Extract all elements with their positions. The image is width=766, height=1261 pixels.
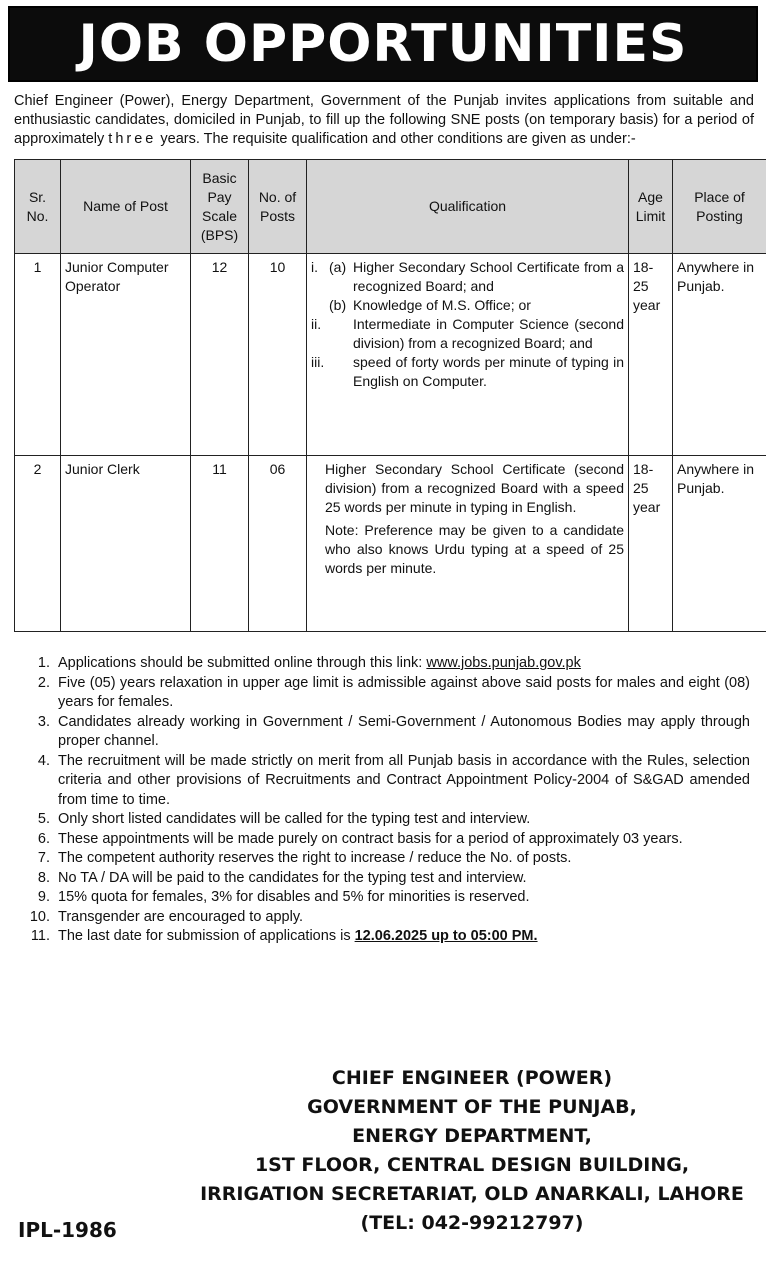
qual-item [311, 315, 624, 353]
qual-num: iii. [311, 354, 325, 370]
row2-bps: 11 [191, 456, 249, 632]
term-5: Only short listed candidates will be called for the typing test and interview. [58, 811, 531, 827]
row2-sr: 2 [15, 456, 61, 632]
signature-line-4: 1ST FLOOR, CENTRAL DESIGN BUILDING, [254, 1154, 690, 1176]
header-age-limit: Age Limit [629, 160, 673, 254]
qual-item [311, 296, 624, 315]
row2-qual-text: Higher Secondary School Certificate (second division) from a recognized Board with a speed 25 words per minute in typing in English. [325, 461, 624, 515]
ipl-code: IPL-1986 [18, 1218, 117, 1242]
qual-sub: (b) [329, 297, 347, 313]
term-2: Five (05) years relaxation in upper age limit is admissible against above said posts for males and eight (08) years for females. [58, 674, 750, 710]
row1-sr: 1 [15, 254, 61, 456]
header-qualification: Qualification [307, 160, 629, 254]
last-date: 12.06.2025 up to 05:00 PM. [354, 928, 538, 944]
row2-posts: 06 [249, 456, 307, 632]
qual-text: Higher Secondary School Certificate from a recognized Board; and [353, 259, 624, 294]
qual-sub [329, 315, 353, 353]
qual-item [311, 353, 624, 391]
signature-line-2: GOVERNMENT OF THE PUNJAB, [307, 1096, 637, 1118]
list-item: 6. These appointments will be made purely on contract basis for a period of approximately 03 years. [26, 830, 750, 850]
signature-line-1: CHIEF ENGINEER (POWER) [331, 1067, 613, 1089]
qual-text: speed of forty words per minute of typing in English on Computer. [353, 354, 624, 389]
row1-age: 18-25 year [629, 254, 673, 456]
qual-item [311, 258, 624, 296]
row1-name: Junior Computer Operator [61, 254, 191, 456]
posts-table [14, 159, 766, 632]
header-bps: Basic Pay Scale (BPS) [191, 160, 249, 254]
signature-line-6: (TEL: 042-99212797) [360, 1212, 584, 1234]
list-item: 3. Candidates already working in Government / Semi-Government / Autonomous Bodies may apply through proper channel. [26, 713, 750, 752]
terms-list [26, 654, 750, 947]
qual-num [311, 296, 329, 315]
page-title: JOB OPPORTUNITIES [8, 6, 758, 82]
list-item: 8. No TA / DA will be paid to the candidates for the typing test and interview. [26, 869, 750, 889]
qual-text: Intermediate in Computer Science (second division) from a recognized Board; and [353, 316, 624, 351]
term-9: 15% quota for females, 3% for disables and 5% for minorities is reserved. [58, 889, 530, 905]
intro-text-1: Chief Engineer (Power), Energy Department, Government of the Punjab invites applications from suitable and enthusiastic candidates, domiciled in Punjab, to fill up the following SNE posts (on temporary basis) for a period of approximately [14, 93, 754, 147]
term-4: The recruitment will be made strictly on merit from all Punjab basis in accordance with the Rules, selection criteria and other provisions of Recruitments and Contract Appointment Policy-2004 of S&GAD amended from time to time. [58, 752, 750, 808]
list-item: 11. The last date for submission of applications is 12.06.2025 up to 05:00 PM. [30, 928, 538, 944]
list-item: 5. Only short listed candidates will be called for the typing test and interview. [26, 810, 750, 830]
row2-qualification [307, 456, 629, 632]
intro-text-2: years. The requisite qualification and other conditions are given as under:- [156, 131, 636, 147]
row2-name: Junior Clerk [61, 456, 191, 632]
list-item: 4. The recruitment will be made strictly on merit from all Punjab basis in accordance with the Rules, selection criteria and other provisions of Recruitments and Contract Appointment Policy-2004 of S&GAD amended from time to time. [26, 752, 750, 811]
qual-sub [329, 353, 353, 391]
list-item: 7. The competent authority reserves the right to increase / reduce the No. of posts. [26, 849, 750, 869]
list-item: 9. 15% quota for females, 3% for disables and 5% for minorities is reserved. [26, 888, 750, 908]
signature-block [192, 1064, 752, 1238]
term-3: Candidates already working in Government / Semi-Government / Autonomous Bodies may apply through proper channel. [58, 713, 750, 749]
header-sr-no: Sr. No. [15, 160, 61, 254]
term-7: The competent authority reserves the right to increase / reduce the No. of posts. [58, 850, 572, 866]
qual-num: i. [311, 259, 318, 275]
row2-place: Anywhere in Punjab. [673, 456, 766, 632]
table-row [15, 254, 766, 456]
row1-posts: 10 [249, 254, 307, 456]
row1-place: Anywhere in Punjab. [673, 254, 766, 456]
table-header-row [15, 160, 766, 254]
intro-spaced-word: three [108, 131, 157, 147]
header-place-of-posting: Place of Posting [673, 160, 766, 254]
qual-sub: (a) [329, 259, 347, 275]
intro-paragraph [8, 82, 758, 153]
list-item: 10. Transgender are encouraged to apply. [26, 908, 750, 928]
signature-line-3: ENERGY DEPARTMENT, [352, 1125, 592, 1147]
term-11-text: The last date for submission of applications is [58, 928, 355, 944]
term-8: No TA / DA will be paid to the candidates for the typing test and interview. [58, 869, 527, 886]
term-1-text: Applications should be submitted online through this link: [58, 655, 427, 671]
header-name-of-post: Name of Post [61, 160, 191, 254]
row2-note: Note: Preference may be given to a candidate who also knows Urdu typing at a speed of 25 words per minute. [325, 522, 624, 576]
qual-text: Knowledge of M.S. Office; or [353, 297, 531, 313]
term-10: Transgender are encouraged to apply. [58, 908, 304, 925]
apply-link[interactable]: www.jobs.punjab.gov.pk [426, 655, 581, 671]
list-item: 1. Applications should be submitted online through this link: www.jobs.punjab.gov.pk [37, 655, 581, 671]
row2-age: 18-25 year [629, 456, 673, 632]
row1-bps: 12 [191, 254, 249, 456]
header-no-of-posts: No. of Posts [249, 160, 307, 254]
row1-qualification [307, 254, 629, 456]
qual-num: ii. [311, 316, 322, 332]
signature-line-5: IRRIGATION SECRETARIAT, OLD ANARKALI, LAHORE [200, 1183, 744, 1205]
table-row [15, 456, 766, 632]
list-item: 2. Five (05) years relaxation in upper age limit is admissible against above said posts for males and eight (08) years for females. [26, 674, 750, 713]
term-6: These appointments will be made purely on contract basis for a period of approximately 03 years. [58, 830, 683, 847]
